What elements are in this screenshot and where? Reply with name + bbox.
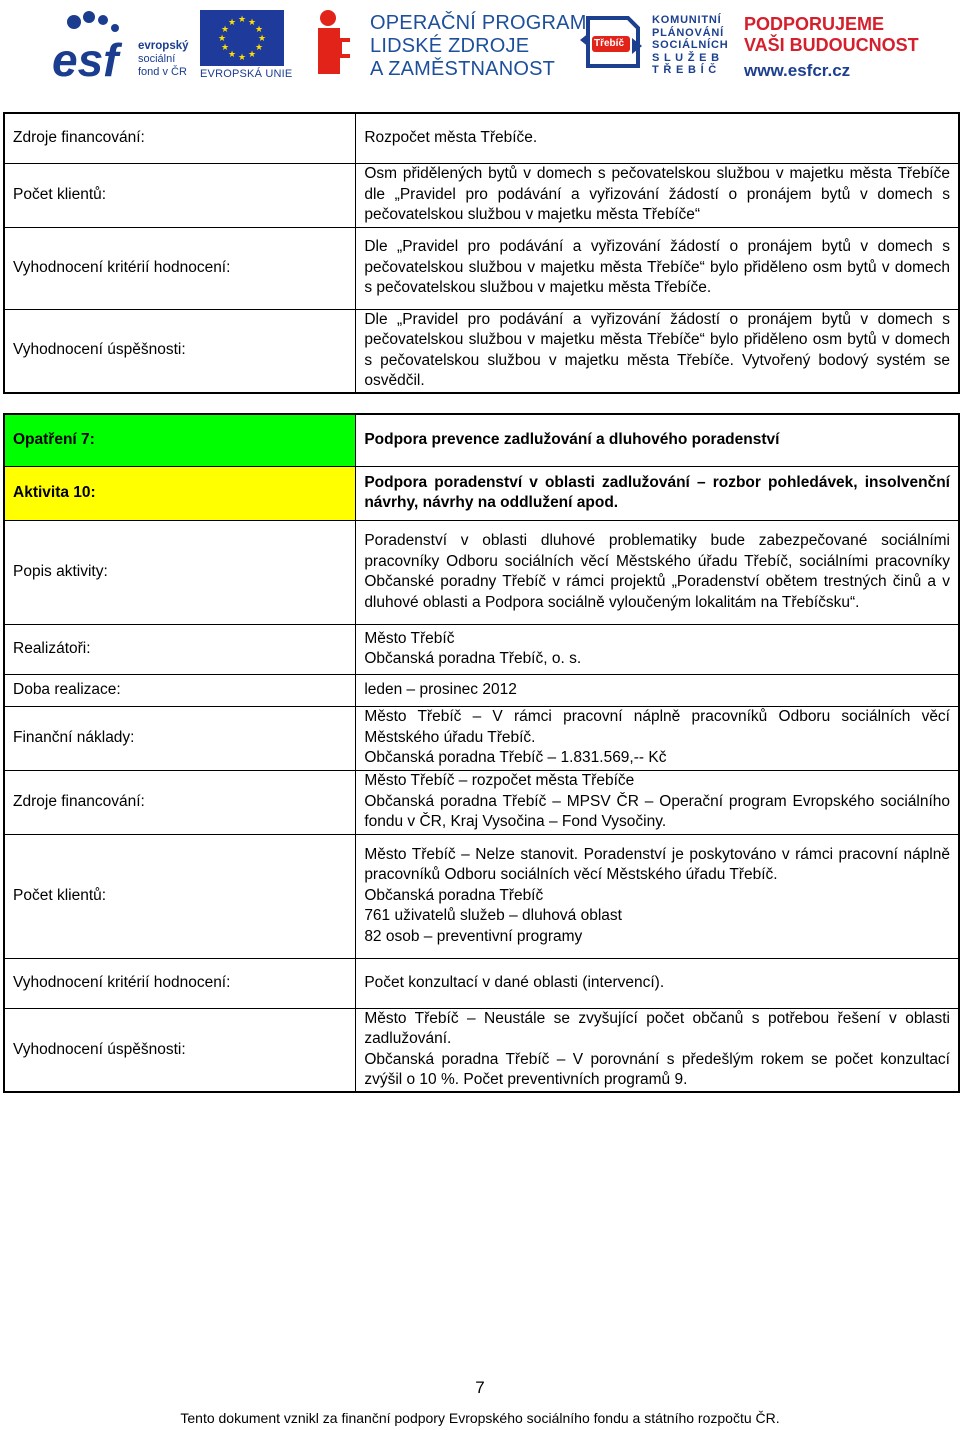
table-row: [4, 309, 959, 393]
svg-text:★: ★: [254, 25, 264, 35]
clients-label: Počet klientů:: [4, 834, 356, 958]
row-value: Rozpočet města Třebíče.: [356, 113, 959, 163]
implementers-label: Realizátoři:: [4, 624, 356, 674]
svg-text:★: ★: [247, 50, 257, 60]
row-value: Dle „Pravidel pro podávání a vyřizování žádostí o pronájem bytů v domech s pečovatelskou službou v majetku města Třebíče“ bylo přiděleno osm bytů v domech s pečovatelskou službou v majetku města Třebíče. Vytvořený bodový systém se osvědčil.: [356, 309, 959, 393]
table-row: [4, 113, 959, 163]
description-value: Poradenství v oblasti dluhové problematiky bude zabezpečované sociálními pracovníky Odboru sociálních věcí Městského úřadu Třebíč, sociálními pracovníky Občanské poradny Třebíč v rámci projektů „Poradenství obětem trestných činů a v dluhové oblasti a Podpora sociálně vyloučeným lokalitám na Třebíčsku“.: [356, 520, 959, 624]
criteria-label: Vyhodnocení kritérií hodnocení:: [4, 958, 356, 1008]
svg-text:★: ★: [227, 50, 237, 60]
clients-value: [356, 834, 959, 958]
row-value: Osm přidělených bytů v domech s pečovatelskou službou v majetku města Třebíče dle „Pravidel pro podávání a vyřizování žádostí o pronájem bytů v domech s pečovatelskou službou v majetku města Třebíče“: [356, 163, 959, 227]
success-label: Vyhodnocení úspěšnosti:: [4, 1008, 356, 1092]
svg-text:★: ★: [254, 43, 264, 53]
svg-text:★: ★: [237, 53, 247, 63]
clients-row: [4, 834, 959, 958]
measure-label: Opatření 7:: [4, 414, 356, 466]
row-label: Vyhodnocení kritérií hodnocení:: [4, 227, 356, 309]
slogan: PODPORUJEME VAŠI BUDOUCNOST: [744, 14, 919, 55]
costs-row: [4, 706, 959, 770]
activity-title: Podpora poradenství v oblasti zadlužování – rozbor pohledávek, insolvenční návrhy, návrhy na oddlužení apod.: [356, 466, 959, 520]
criteria-value: Počet konzultací v dané oblasti (intervencí).: [356, 958, 959, 1008]
implementers-value: [356, 624, 959, 674]
duration-row: [4, 674, 959, 706]
description-row: [4, 520, 959, 624]
svg-text:★: ★: [220, 25, 230, 35]
success-item: Občanská poradna Třebíč – V porovnání s předešlým rokem se počet konzultací zvýšil o 10 %. Počet preventivních programů 9.: [364, 1050, 950, 1089]
success-row: [4, 1008, 959, 1092]
measure-7-table: [3, 413, 960, 1093]
esf-text: evropský sociální fond v ČR: [138, 40, 189, 78]
esf-logo-icon: [52, 8, 132, 80]
table-row: [4, 227, 959, 309]
clients-item: Občanská poradna Třebíč: [364, 886, 544, 904]
row-value: Dle „Pravidel pro podávání a vyřizování žádostí o pronájem bytů v domech s pečovatelskou službou v majetku města Třebíče“ bylo přiděleno osm bytů v domech s pečovatelskou službou v majetku města Třebíče.: [356, 227, 959, 309]
evaluation-table-1: [3, 112, 960, 394]
row-label: Zdroje financování:: [4, 113, 356, 163]
implementers-row: [4, 624, 959, 674]
table-row: [4, 163, 959, 227]
header-logos: [0, 0, 960, 90]
funding-item: Město Třebíč – rozpočet města Třebíče: [364, 772, 635, 790]
svg-text:★: ★: [247, 18, 257, 28]
row-label: Počet klientů:: [4, 163, 356, 227]
eu-label: EVROPSKÁ UNIE: [200, 68, 293, 80]
eu-flag-icon: [200, 10, 284, 66]
clients-item: 761 uživatelů služeb – dluhová oblast: [364, 907, 622, 925]
svg-text:★: ★: [257, 34, 267, 44]
cost-item: Občanská poradna Třebíč – 1.831.569,-- Kč: [364, 749, 667, 767]
kpss-badge: Třebíč: [594, 38, 625, 49]
duration-value: leden – prosinec 2012: [356, 674, 959, 706]
svg-text:★: ★: [217, 34, 227, 44]
activity-row: [4, 466, 959, 520]
funding-value: [356, 770, 959, 834]
implementer-item: Občanská poradna Třebíč, o. s.: [364, 650, 582, 667]
funding-label: Zdroje financování:: [4, 770, 356, 834]
funding-footer-note: Tento dokument vznikl za finanční podpory Evropského sociálního fondu a státního rozpočtu ČR.: [180, 1410, 780, 1426]
success-value: [356, 1008, 959, 1092]
op-lzz-logo-icon: [316, 8, 362, 76]
criteria-row: [4, 958, 959, 1008]
measure-row: [4, 414, 959, 466]
svg-text:★: ★: [237, 15, 247, 25]
cost-item: Město Třebíč – V rámci pracovní náplně pracovníků Odboru sociálních věcí Městského úřadu Třebíč.: [364, 708, 950, 746]
description-label: Popis aktivity:: [4, 520, 356, 624]
page-number: 7: [475, 1378, 485, 1397]
funding-item: Občanská poradna Třebíč – MPSV ČR – Operační program Evropského sociálního fondu v ČR, Kraj Vysočina – Fond Vysočiny.: [364, 792, 950, 831]
duration-label: Doba realizace:: [4, 674, 356, 706]
clients-item: Město Třebíč – Nelze stanovit. Poradenství je poskytováno v rámci pracovní náplně pracovníků Odboru sociálních věcí Městského úřadu Třebíč.: [364, 845, 950, 884]
measure-title: Podpora prevence zadlužování a dluhového poradenství: [356, 414, 959, 466]
svg-text:★: ★: [227, 18, 237, 28]
costs-value: [356, 706, 959, 770]
implementer-item: Město Třebíč: [364, 629, 455, 647]
op-lzz-title: OPERAČNÍ PROGRAM LIDSKÉ ZDROJE A ZAMĚSTNANOST: [370, 12, 587, 80]
kpss-title: KOMUNITNÍ PLÁNOVÁNÍ SOCIÁLNÍCH S L U Ž E B T Ř E B Í Č: [652, 14, 729, 77]
esf-url-link[interactable]: www.esfcr.cz: [744, 61, 851, 80]
row-label: Vyhodnocení úspěšnosti:: [4, 309, 356, 393]
success-item: Město Třebíč – Neustále se zvyšující počet občanů s potřebou řešení v oblasti zadlužování.: [364, 1009, 950, 1048]
svg-text:esf: esf: [52, 34, 119, 80]
funding-row: [4, 770, 959, 834]
costs-label: Finanční náklady:: [4, 706, 356, 770]
activity-label: Aktivita 10:: [4, 466, 356, 520]
svg-text:★: ★: [220, 43, 230, 53]
clients-item: 82 osob – preventivní programy: [364, 927, 583, 945]
